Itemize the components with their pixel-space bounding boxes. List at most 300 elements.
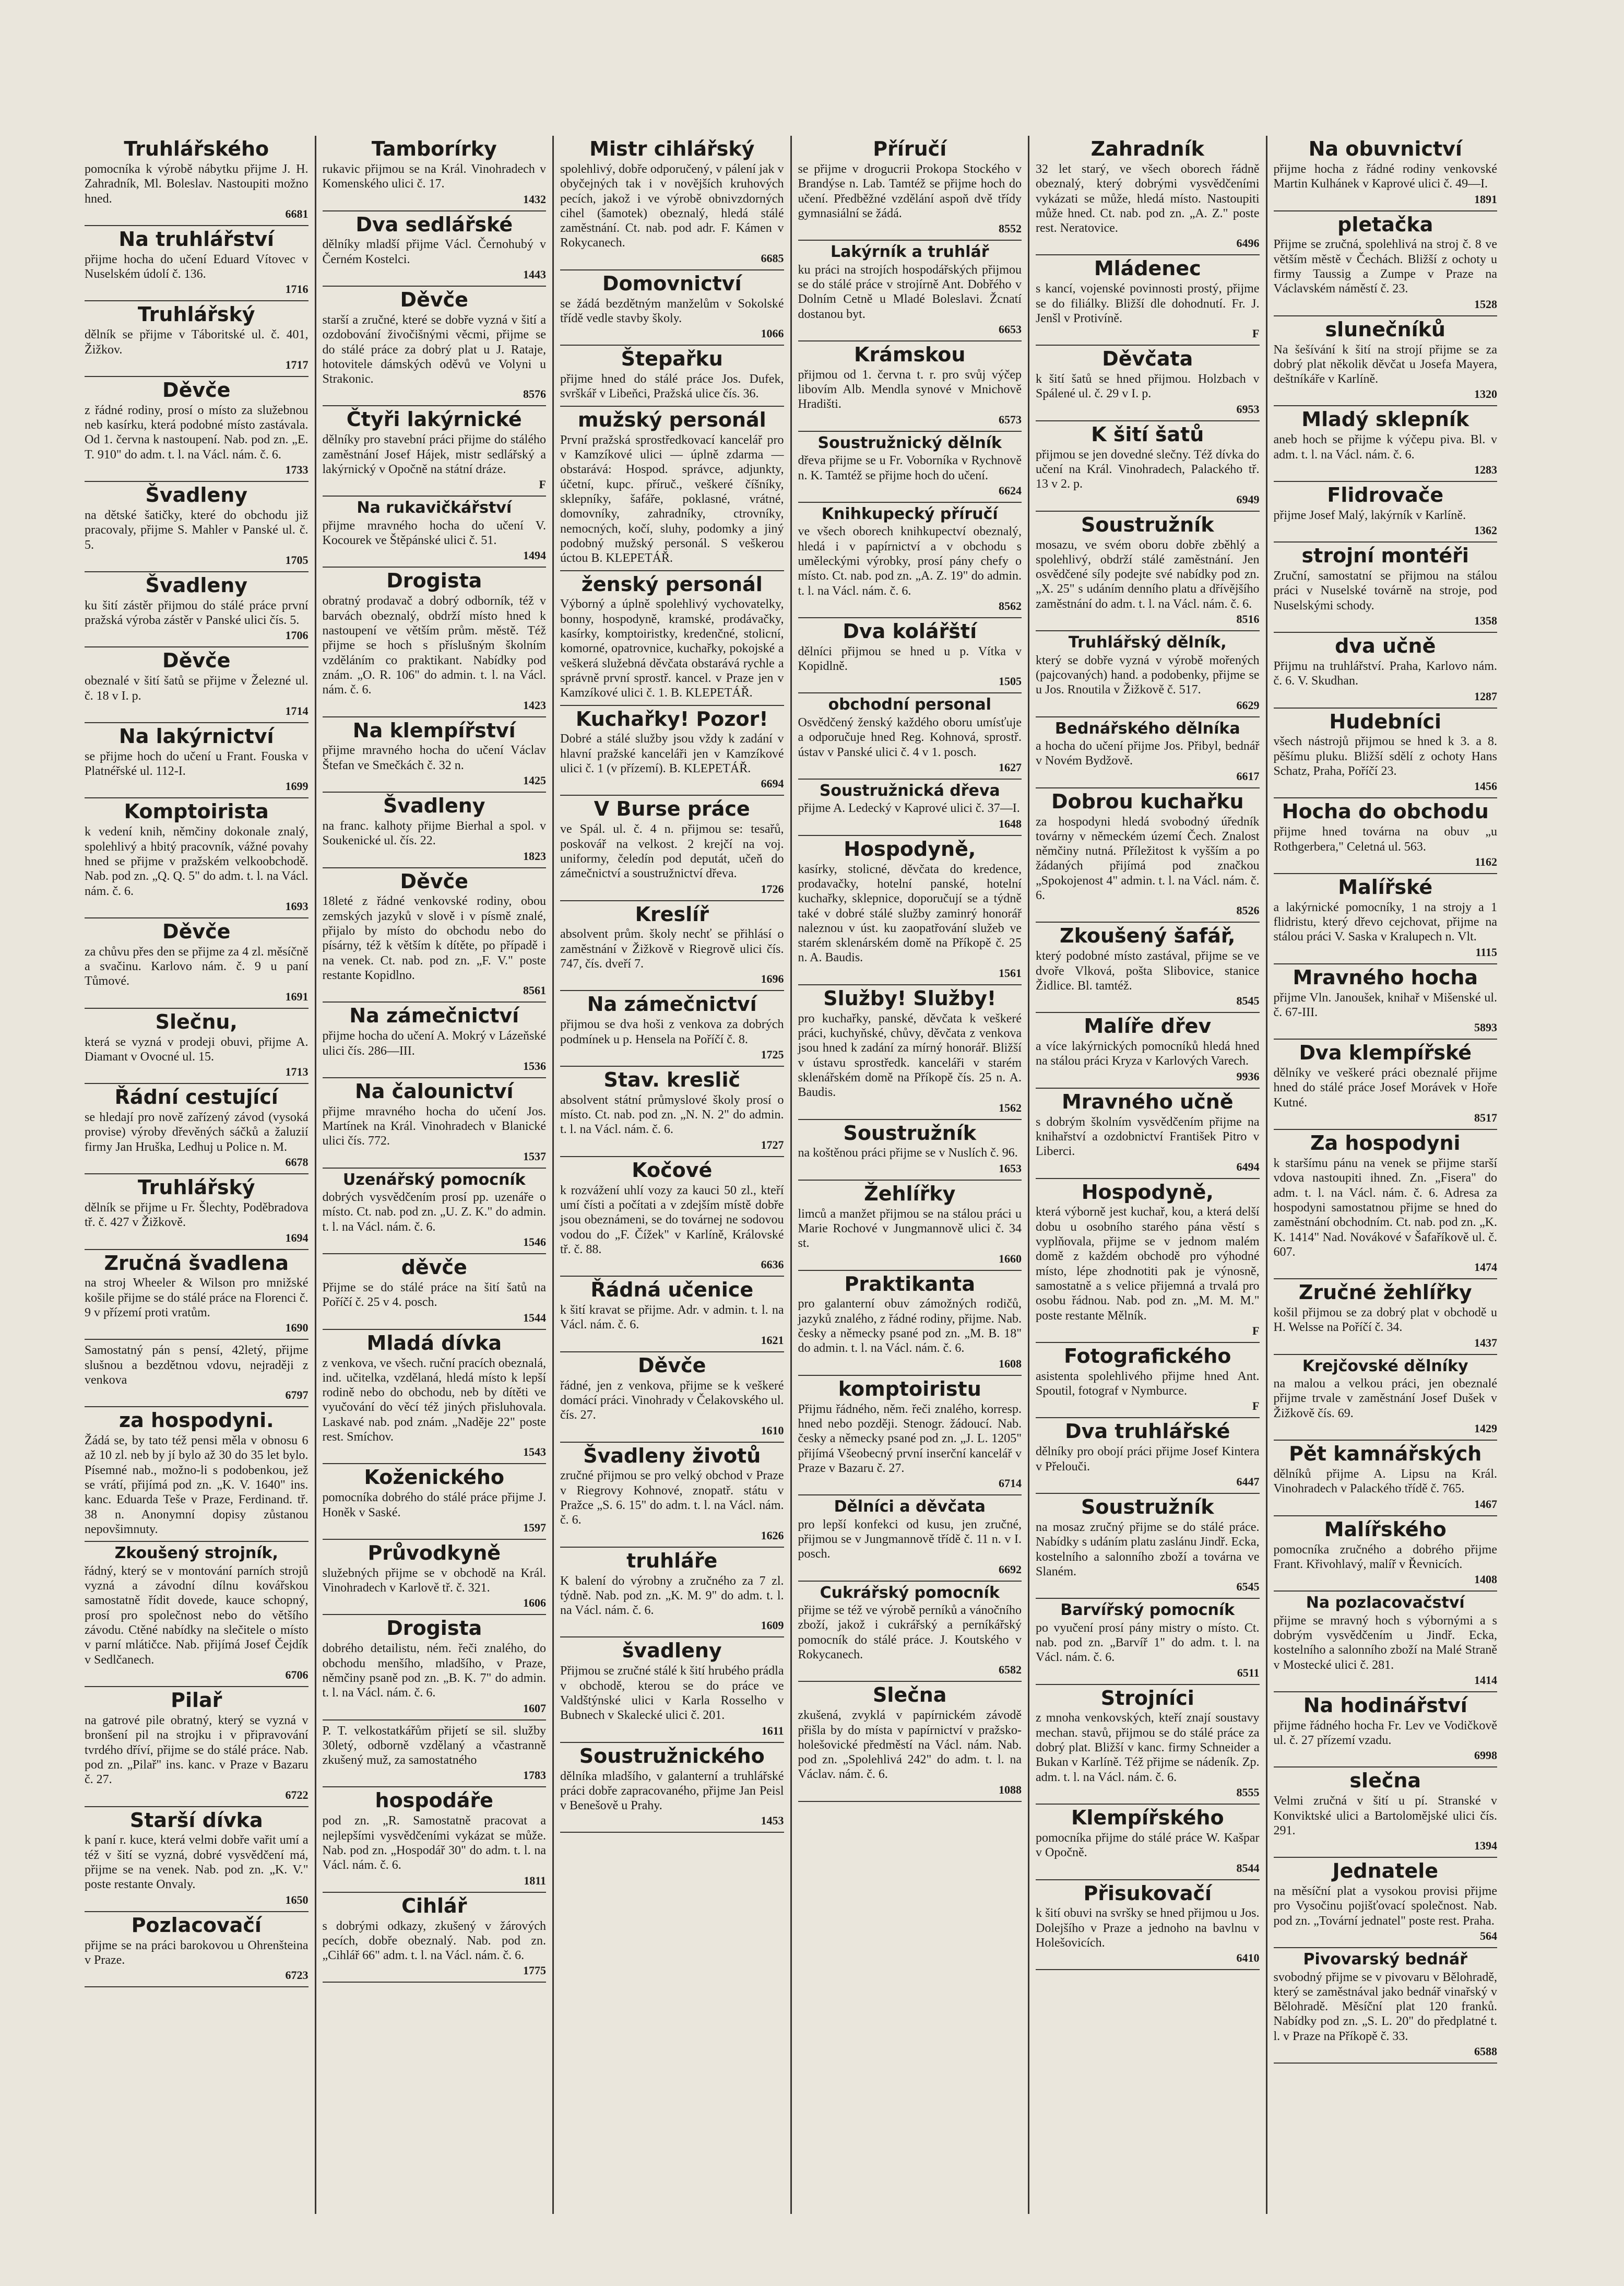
ad-title: za hospodyni.: [118, 1409, 274, 1432]
classified-ad: [85, 482, 309, 572]
classified-ad: [1274, 1279, 1498, 1355]
ad-reference-number: 1607: [523, 1701, 546, 1715]
classified-ad: [85, 1687, 309, 1807]
ad-reference-number: 1536: [523, 1059, 546, 1073]
ad-body: řádný, který se v montování parních strojů vyzná a závodní dílnu kovářskou samostatně řídit dovede, kauce schopný, prosí pro společnost nebo do většího závodu. Ctěné nabídky na slečitele o místo v parní mlátičce. Nab. přijímá Josef Čejdík v Sedlčanech.: [85, 1564, 309, 1667]
ad-title: Zručné žehlířky: [1298, 1281, 1472, 1304]
classified-ad: [323, 1540, 547, 1616]
ad-title: Barvířský pomocník: [1060, 1601, 1235, 1620]
classified-ad: [560, 1352, 784, 1443]
ad-body: přijme se na práci barokovou u Ohrenšteina v Praze.: [85, 1938, 309, 1967]
ad-reference-number: 6722: [285, 1788, 309, 1801]
ad-body: z venkova, ve všech. ruční pracích obeznalá, ind. učitelka, vzdělaná, hledá místo k lepší rodině nebo do obchodu, neb by dítěti ve vyučování do věcí též jiných přisluhovala. Laskavé nab. pod znám. „Naděje 22" poste rest. Smíchov.: [322, 1356, 546, 1444]
ad-body: 18leté z řádné venkovské rodiny, obou zemských jazyků v slově i v písmě znalé, přijalo by místo do obchodu nebo do písárny, též k větším k dítěte, po případě i na venek. Ct. nab. pod zn. „F. V." poste restante Kopidlno.: [322, 894, 546, 982]
ad-title: Švadleny: [383, 794, 485, 818]
classified-ad: [1036, 1494, 1260, 1599]
ad-reference-number: 1408: [1474, 1573, 1497, 1586]
classified-ad: [560, 1548, 784, 1638]
ad-reference-number: 1775: [523, 1964, 546, 1977]
classified-ad: [560, 796, 784, 901]
ad-title: děvče: [401, 1256, 467, 1279]
ad-body: se hledají pro nově zařízený závod (vysoká provise) výroby dřevěných sáčků a žaluzií firmy Jan Hruška, Ledhuj u Police n. M.: [85, 1111, 309, 1154]
classified-ad: [560, 1443, 784, 1548]
ad-body: se žádá bezdětným manželům v Sokolské třídě vedle stavby školy.: [560, 297, 784, 325]
classified-ad: [1274, 874, 1498, 964]
ad-body: přijmou se jen dovedné slečny. Též dívka do učení na Král. Vinohradech, Palackého tř. 13 v 2. p.: [1036, 447, 1260, 491]
ad-title: obchodní personal: [828, 696, 991, 714]
ad-reference-number: 8544: [1236, 1861, 1260, 1875]
ad-body: Přijme se do stálé práce na šití šatů na Poříčí č. 25 v 4. posch.: [322, 1280, 546, 1310]
ad-reference-number: 1362: [1474, 524, 1497, 537]
ad-body: po vyučení prosí pány mistry o místo. Ct. nab. pod zn. „Barvíř 1" do adm. t. l. na Václ. nám. č. 6.: [1036, 1621, 1260, 1665]
ad-title: Soustružnického: [579, 1744, 765, 1767]
classified-ad: [798, 693, 1022, 779]
ad-body: přijme se též ve výrobě perníků a vánočního zboží, jakož i cukrářský a perníkářský pomocník do stálé práce. J. Koutského v Rokycanech.: [798, 1604, 1022, 1662]
classified-ad: [560, 346, 784, 407]
ad-body: spolehlivý, dobře odporučený, v pálení jak v obyčejných tak i v novějších kruhových pecích, jakož i ve výrobě obnivzdorných cihel (šamotek) obeznalý, hledá stálé zaměstnání. Ct. nab. pod adr. F. Kámen v Rokycanech.: [560, 162, 784, 250]
ad-reference-number: 9936: [1236, 1069, 1260, 1083]
ad-title: Na pozlacovačství: [1306, 1594, 1465, 1612]
ad-title: Hospodyně,: [1081, 1180, 1214, 1204]
classified-ad: [85, 1542, 309, 1687]
classified-ad: [85, 1250, 309, 1340]
ad-body: dobrých vysvědčením prosí pp. uzenáře o místo. Ct. nab. pod zn. „U. Z. K." do admin. t. l. na Václ. nám. č. 6.: [322, 1191, 546, 1234]
ad-reference-number: F: [1252, 327, 1260, 340]
ad-body: Samostatný pán s pensí, 42letý, přijme slušnou a bezdětnou vdovu, nejraději z venkova: [85, 1344, 309, 1387]
ad-title: Na lakýrnictví: [118, 724, 274, 748]
ad-title: Koženického: [364, 1466, 505, 1489]
classified-ad: [323, 136, 547, 211]
classified-ad: [798, 836, 1022, 985]
ad-reference-number: 6624: [999, 484, 1022, 497]
ad-body: obratný prodavač a dobrý odborník, též v barvách obeznalý, obdrží místo hned k nastoupení ve větším prům. městě. Též přijme se hoch s příslušným školním vzděláním co praktikant. Nabídky pod znám. „O. R. 106" do admin. t. l. na Václ. nám. č. 6.: [322, 594, 546, 697]
ad-reference-number: 1474: [1474, 1260, 1497, 1274]
ad-title: Soustružnická dřeva: [819, 781, 1000, 800]
ad-reference-number: 1115: [1475, 945, 1497, 959]
ad-reference-number: 1162: [1475, 855, 1497, 868]
ad-title: Švadleny: [145, 484, 248, 506]
classified-ad: [323, 1003, 547, 1078]
ad-body: dělníky mladší přijme Václ. Černohubý v Černém Kostelci.: [322, 238, 546, 266]
ad-title: Na zámečnictví: [587, 993, 757, 1016]
ad-body: Dobré a stálé služby jsou vždy k zadání v hlavní pražské kanceláři jen v Kamzíkové ulici č. 1 (v přízemí). B. KLEPETÁŘ.: [560, 732, 784, 776]
classified-ad: [85, 1340, 309, 1407]
ad-reference-number: 8517: [1474, 1111, 1497, 1125]
ad-title: Kuchařky! Pozor!: [575, 707, 768, 730]
ad-title: Děvče: [162, 920, 231, 943]
ad-reference-number: 1543: [523, 1445, 546, 1459]
ad-reference-number: 6949: [1236, 492, 1260, 506]
classified-ad: [85, 226, 309, 302]
ad-title: Knihkupecký příručí: [821, 504, 998, 523]
ad-body: ku práci na strojích hospodářských přijmou se do stálé práce v strojírně Ant. Dobřého v Dolním Cetně u Mladé Boleslavi. Žcnatí dostanou byt.: [798, 263, 1022, 321]
ad-body: se přijme hoch do učení u Frant. Fouska v Platnéřské ul. 112-I.: [85, 749, 309, 779]
ad-title: Dva kolářští: [843, 619, 977, 643]
ad-reference-number: 1690: [285, 1321, 309, 1335]
ad-body: přijme řádného hocha Fr. Lev ve Vodičkově ul. č. 27 přízemí vzadu.: [1273, 1718, 1497, 1748]
ad-body: přijme Vln. Janoušek, knihař v Mišenské ul. č. 67-III.: [1273, 991, 1497, 1019]
ad-title: Štepařku: [621, 347, 723, 371]
ad-reference-number: 564: [1480, 1929, 1497, 1943]
ad-reference-number: 6953: [1236, 402, 1260, 416]
classified-ad: [560, 571, 784, 706]
classified-ad: [560, 136, 784, 270]
ad-title: Hocha do obchodu: [1282, 800, 1489, 823]
classified-ad: [1036, 923, 1260, 1013]
ad-title: Strojníci: [1100, 1686, 1194, 1710]
classified-ad: [560, 407, 784, 571]
ad-title: Cukrářský pomocník: [820, 1583, 1000, 1602]
ad-title: Mistr cihlářský: [589, 137, 755, 160]
ad-body: k paní r. kuce, která velmi dobře vařit umí a též v šití se vyzná, dobré vysvědčení má, přijme se na venek. Nab. pod zn. „K. V." poste restante Onvaly.: [85, 1833, 309, 1892]
classified-ad: [1036, 346, 1260, 421]
classified-ad: [1036, 421, 1260, 512]
ad-body: pomocníka zručného a dobrého přijme Frant. Křivohlavý, malíř v Řevnicích.: [1273, 1542, 1497, 1571]
ad-body: pod zn. „R. Samostatně pracovat a nejlepšími vysvědčeními vykázat se může. Nab. pod zn. „Hospodář 30" do adm. t. l. na Václ. nám. č. 6.: [322, 1814, 546, 1872]
classified-ad: [1036, 1418, 1260, 1494]
ad-body: přijmou se dva hoši z venkova za dobrých podmínek u p. Hensela na Poříčí č. 8.: [560, 1018, 784, 1046]
ad-body: za chůvu přes den se přijme za 4 zl. měsíčně a svačinu. Karlovo nám. č. 9 u paní Tůmové.: [85, 945, 309, 988]
ad-reference-number: 8552: [999, 222, 1022, 235]
ad-reference-number: 1693: [285, 899, 309, 913]
ad-title: Na hodinářství: [1303, 1693, 1467, 1717]
classified-ad: [1036, 717, 1260, 788]
ad-title: Přisukovačí: [1083, 1881, 1212, 1905]
ad-body: Přijmu na truhlářství. Praha, Karlovo nám. č. 6. V. Skudhan.: [1273, 659, 1497, 688]
ad-body: dřeva přijme se u Fr. Voborníka v Rychnově n. K. Tamtéž se přijme hoch do učení.: [798, 454, 1022, 482]
classified-ad: [1274, 406, 1498, 482]
classified-ad: [85, 798, 309, 918]
ad-column-4: [792, 136, 1030, 2214]
classified-ad: [560, 1743, 784, 1833]
ad-body: se přijme v drogucrii Prokopa Stockého v Brandýse n. Lab. Tamtéž se přijme hoch do učení. Předběžné vzdělání aspoň dvě třídy gymnasiální se žádá.: [798, 162, 1022, 220]
classified-ad: [1274, 211, 1498, 316]
ad-body: ve Spál. ul. č. 4 n. přijmou se: tesařů, poskovář na velkost. 2 krejčí na voj. uniformy, čeledín pod deputát, učeň do zámečnictví a soustružnictví dřeva.: [560, 822, 784, 881]
ad-body: k šití kravat se přijme. Adr. v admin. t. l. na Václ. nám. č. 6.: [560, 1303, 784, 1332]
ad-reference-number: 6636: [761, 1258, 784, 1271]
ad-title: Zručná švadlena: [104, 1251, 289, 1275]
ad-body: k šití šatů se hned přijmou. Holzbach v Spálené ul. č. 29 v I. p.: [1036, 372, 1260, 401]
classified-ad: [798, 1181, 1022, 1271]
classified-ad: [1274, 633, 1498, 709]
classified-ad: [323, 497, 547, 568]
ad-body: K balení do výrobny a zručného za 7 zl. týdně. Nab. pod zn. „K. M. 9" do adm. t. l. na Václ. nám. č. 6.: [560, 1574, 784, 1618]
ad-title: slunečníků: [1325, 317, 1445, 341]
classified-ad: [85, 301, 309, 377]
ad-body: s dobrými odkazy, zkušený v žárových pecích, dobře obeznalý. Nab. pod zn. „Cihlář 66" adm. t. l. na Václ. nám. č. 6.: [322, 1919, 546, 1963]
classified-ad: [1274, 1767, 1498, 1858]
ad-reference-number: 1561: [999, 966, 1022, 980]
ad-body: s kancí, vojenské povinnosti prostý, přijme se do filiálky. Bližší dle dohodnutí. Fr. J. Jenšl v Protivíně.: [1036, 282, 1260, 325]
classified-ad: [1274, 1692, 1498, 1768]
ad-title: Žehlířky: [864, 1182, 956, 1205]
classified-ad: [85, 1174, 309, 1250]
ad-title: Truhlářský: [137, 1176, 255, 1199]
ad-body: na malou a velkou práci, jen obeznalé přijme trvale v zaměstnání Josef Dušek v Žižkově čís. 69.: [1273, 1377, 1497, 1420]
ad-body: na dětské šatičky, které do obchodu již pracovaly, přijme S. Mahler v Panské ul. č. 5.: [85, 508, 309, 552]
ad-reference-number: 8555: [1236, 1786, 1260, 1799]
ad-body: přijme mravného hocha do učení Václav Štefan ve Smečkách č. 32 n.: [322, 744, 546, 772]
ad-title: Starší dívka: [129, 1808, 263, 1832]
ad-title: švadleny: [622, 1639, 722, 1663]
ad-body: dělník se přijme v Táboritské ul. č. 401, Žižkov.: [85, 328, 309, 357]
ad-body: z mnoha venkovských, kteří znají soustavy mechan. stavů, přijmou se do stálé práce za dobrý plat. Bližší v kanc. firmy Schneider a Bukan v Karlíně. Též přijme se nádeník. Zp. adm. t. l. na Václ. nám. č. 6.: [1036, 1711, 1260, 1784]
classified-ad: [1274, 482, 1498, 543]
classified-ad: [1274, 136, 1498, 211]
ad-body: přijme hocha z řádné rodiny venkovské Martin Kulhánek v Kaprové ulici č. 49—I.: [1273, 162, 1497, 191]
ad-title: hospodáře: [375, 1789, 493, 1812]
ad-reference-number: 1597: [523, 1521, 546, 1534]
ad-reference-number: 1494: [523, 549, 546, 562]
ad-reference-number: 1425: [523, 774, 546, 787]
classified-ad: [85, 377, 309, 482]
ad-title: komptoiristu: [838, 1377, 981, 1400]
ad-title: Tamborírky: [371, 137, 497, 160]
ad-body: pomocníka přijme do stálé práce W. Kašpar v Opočně.: [1036, 1831, 1260, 1860]
ad-title: dva učně: [1335, 634, 1436, 658]
ad-reference-number: F: [1252, 1399, 1260, 1413]
ad-title: Kreslíř: [635, 902, 709, 926]
classified-ad: [560, 270, 784, 346]
ad-reference-number: 1437: [1474, 1336, 1497, 1349]
ad-title: Zkoušený strojník,: [114, 1544, 278, 1563]
ad-title: Mladá dívka: [366, 1331, 502, 1354]
ad-body: Velmi zručná v šití u pí. Stranské v Konviktské ulici a Bartolomějské ulici čís. 291.: [1273, 1794, 1497, 1837]
ad-body: všech nástrojů přijmou se hned k 3. a 8. pěšímu pluku. Bližší sdělí z ochoty Hans Schatz, Praha, Poříčí 23.: [1273, 735, 1497, 779]
classified-ad: [798, 1376, 1022, 1495]
ad-title: Pozlacovačí: [131, 1913, 262, 1937]
ad-reference-number: 1706: [285, 629, 309, 642]
ad-reference-number: 1811: [524, 1873, 546, 1887]
ad-body: přijme hned do stálé práce Jos. Dufek, svrškář v Libeňci, Pražská ulice čís. 36.: [560, 372, 784, 401]
ad-reference-number: 6573: [999, 413, 1022, 426]
ad-body: ku šití zástěr přijmou do stálé práce první pražská výroba zástěr v Panské ulici čís. 5.: [85, 598, 309, 628]
ad-body: dělníky ve veškeré práci obeznalé přijme hned do stálé práce Josef Morávek v Hoře Kutné.: [1273, 1066, 1497, 1110]
classified-ad: [323, 1330, 547, 1465]
ad-reference-number: 8561: [523, 984, 546, 997]
ad-body: dělníky pro stavební práci přijme do stálého zaměstnání Josef Hájek, mistr sedlářský a lakýrnický v Opočně na státní dráze.: [322, 433, 546, 476]
ad-title: Soustružník: [1081, 513, 1214, 536]
ad-title: Čtyři lakýrnické: [346, 408, 522, 431]
ad-reference-number: 6692: [999, 1562, 1022, 1576]
ad-title: Řádní cestující: [114, 1086, 278, 1109]
ad-body: Zruční, samostatní se přijmou na stálou práci v Nuselské továrně na stroje, pod Nuselskými schody.: [1273, 569, 1497, 612]
ad-title: Bednářského dělníka: [1054, 719, 1240, 738]
ad-reference-number: 6496: [1236, 237, 1260, 250]
ad-body: pomocníka k výrobě nábytku přijme J. H. Zahradník, Ml. Boleslav. Nastoupiti možno hned.: [85, 162, 309, 206]
ad-body: a hocha do učení přijme Jos. Přibyl, bednář v Novém Bydžově.: [1036, 739, 1260, 768]
classified-ad: [1036, 1685, 1260, 1805]
classified-ad: [798, 780, 1022, 836]
classified-ad: [323, 717, 547, 793]
ad-body: dělník se přijme u Fr. Šlechty, Poděbradova tř. č. 427 v Žižkově.: [85, 1200, 309, 1230]
ad-column-6: [1267, 136, 1504, 2214]
classified-ad: [323, 1615, 547, 1720]
ad-reference-number: 1456: [1474, 780, 1497, 793]
classified-ad: [323, 1893, 547, 1983]
classified-ad: [1036, 136, 1260, 255]
classified-ad: [1036, 1179, 1260, 1343]
ad-title: Pilař: [171, 1689, 222, 1712]
ad-body: která se vyzná v prodeji obuvi, přijme A. Diamant v Ovocné ul. 15.: [85, 1035, 309, 1064]
ad-title: Na čalounictví: [354, 1079, 514, 1103]
ad-reference-number: 1537: [523, 1149, 546, 1163]
ad-reference-number: 1648: [999, 817, 1022, 830]
ad-title: Průvodkyně: [368, 1541, 501, 1564]
ad-reference-number: 6653: [999, 322, 1022, 336]
ad-body: 32 let starý, ve všech oborech řádně obeznalý, který dobrými vysvědčeními vykázati se může, hledá místo. Nastoupiti může hned. Ct. nab. pod zn. „A. Z." poste rest. Neratovice.: [1036, 162, 1260, 235]
classified-ad: [323, 1787, 547, 1892]
ad-reference-number: 6629: [1236, 698, 1260, 712]
ad-title: Děvče: [162, 649, 231, 673]
ad-body: k staršímu pánu na venek se přijme starší vdova nastoupiti ihned. Zn. „Fisera" do adm. t. l. na Václ. nám. č. 6. Adresa za hospodyni samostatnou přijme se hned do zaměstnání obchodním. Ct. nab. pod zn. „K. K. 1414" Nad. Novákové v Šafaříkově ul. č. 607.: [1273, 1156, 1497, 1259]
ad-reference-number: 1783: [523, 1769, 546, 1782]
ad-reference-number: 1453: [761, 1814, 784, 1828]
ad-body: přijme hocha do učení Eduard Vítovec v Nuselském údolí č. 136.: [85, 252, 309, 281]
ad-body: zručné přijmou se pro velký obchod v Praze v Riegrovy Kohnové, znopatř. státu v Pražce „S. 6. 15" do adm. t. l. na Václ. nám. č. 6.: [560, 1469, 784, 1527]
ad-reference-number: 1546: [523, 1235, 546, 1249]
classified-ad: [1274, 1592, 1498, 1692]
ad-reference-number: 6511: [1237, 1666, 1260, 1679]
classified-ad: [560, 1157, 784, 1277]
ad-body: První pražská sprostředkovací kancelář pro v Kamzíkové ulici — úplně zdarma — obstarává: Hospod. správce, adjunkty, účetní, kupc. příruč., veškeré číšníky, sklepníky, šafáře, poklasné, vrátné, domovníky, zahradníky, ctrovníky, nemocných, kočí, sluhy, podomky a jiný podobný mužský personál. S veškerou úctou B. KLEPETÁŘ.: [560, 433, 784, 565]
ad-title: Malířského: [1324, 1517, 1447, 1541]
ad-reference-number: 1653: [999, 1161, 1022, 1175]
ad-column-2: [316, 136, 554, 2214]
ad-body: a lakýrnické pomocníky, 1 na strojy a 1 flidristu, který dřevo cejchovat, přijme na stálou práci V. Saska v Kralupech n. Vlt.: [1273, 900, 1497, 944]
ad-title: Jednatele: [1332, 1859, 1439, 1883]
ad-reference-number: 1423: [523, 698, 546, 712]
ad-title: slečna: [1349, 1769, 1421, 1793]
classified-ad: [1036, 512, 1260, 631]
ad-body: dělníků přijme A. Lipsu na Král. Vinohradech v Palackého třídě č. 765.: [1273, 1467, 1497, 1496]
ad-title: Mládenec: [1094, 257, 1201, 280]
ad-reference-number: 5893: [1474, 1021, 1497, 1034]
ad-body: limců a manžet přijmou se na stálou práci u Marie Rochové v Jungmannově ulici č. 34 st.: [798, 1207, 1022, 1251]
ad-title: Uzenářský pomocník: [342, 1170, 526, 1189]
ad-reference-number: 6998: [1474, 1749, 1497, 1762]
classified-ad: [798, 1495, 1022, 1581]
classified-ad: [798, 241, 1022, 341]
ad-body: k vedení knih, němčiny dokonale znalý, spolehlivý a hbitý pracovník, vážné povahy hned se přijme v pražském velkoobchodě. Nab. pod zn. „Q. Q. 5" do adm. t. l. na Václ. nám. č. 6.: [85, 825, 309, 898]
classified-ad: [85, 723, 309, 799]
ad-reference-number: 6582: [999, 1663, 1022, 1677]
classified-ad: [1036, 1880, 1260, 1971]
classified-ad: [798, 1120, 1022, 1181]
ad-reference-number: 6617: [1236, 769, 1260, 783]
ad-reference-number: 1726: [761, 882, 784, 895]
ad-body: přijme hocha do učení A. Mokrý v Lázeňské ulici čís. 286—III.: [322, 1029, 546, 1058]
ad-reference-number: 1699: [285, 780, 309, 793]
ad-title: Truhlářský dělník,: [1068, 633, 1227, 652]
classified-ad: [1274, 709, 1498, 799]
ad-body: přijme A. Ledecký v Kaprové ulici č. 37—I.: [798, 802, 1020, 816]
classified-ad: [798, 503, 1022, 618]
ad-title: Mravného hocha: [1293, 965, 1478, 989]
classified-ad: [798, 341, 1022, 432]
ad-body: k šití obuvi na svršky se hned přijmou u Jos. Dolejšího v Praze a jednoho na bavlnu v Holešovicích.: [1036, 1906, 1260, 1950]
ad-reference-number: 1505: [999, 675, 1022, 688]
ad-title: Malířské: [1338, 875, 1433, 899]
classified-ad: [1036, 631, 1260, 717]
ad-title: Na klempířství: [352, 718, 516, 742]
ad-column-3: [554, 136, 792, 2214]
ad-reference-number: 1429: [1474, 1422, 1497, 1435]
ad-title: Zahradník: [1090, 137, 1204, 160]
classified-ad: [1036, 1089, 1260, 1179]
classified-ad: [1274, 1441, 1498, 1516]
ad-title: Domovnictví: [602, 272, 742, 295]
ad-body: na měsíční plat a vysokou provisi přijme pro Vysočinu pojišťovací společnost. Nab. pod zn. „Tovární jednatel" poste rest. Praha.: [1273, 1884, 1497, 1928]
ad-body: z řádné rodiny, prosí o místo za služebnou neb kasírku, která podobné místo zastávala. Od 1. června k nastoupení. Nab. pod zn. „E. T. 910" do adm. t. l. na Václ. nám. č. 6.: [85, 403, 309, 462]
ad-title: Soustružník: [843, 1121, 977, 1145]
ad-reference-number: 1088: [999, 1783, 1022, 1796]
ad-reference-number: 1608: [999, 1357, 1022, 1370]
ad-title: Praktikanta: [844, 1272, 975, 1295]
ad-reference-number: 1626: [761, 1528, 784, 1542]
classified-ad: [1274, 1355, 1498, 1441]
ad-reference-number: 1443: [523, 268, 546, 281]
classified-ad: [323, 211, 547, 287]
ad-reference-number: 8545: [1236, 994, 1260, 1008]
ad-reference-number: 8516: [1236, 612, 1260, 626]
ad-reference-number: 6447: [1236, 1475, 1260, 1488]
ad-title: Pivovarský bednář: [1303, 1950, 1468, 1969]
ad-reference-number: 1823: [523, 849, 546, 863]
ad-reference-number: 1467: [1474, 1497, 1497, 1511]
ad-title: Lakýrník a truhlář: [830, 243, 989, 262]
ad-body: Přijme se zručná, spolehlivá na stroj č. 8 ve větším městě v Čechách. Bližší z ochoty u firmy Taussig a Zumpe v Praze na Václavském náměstí č. 23.: [1273, 238, 1497, 296]
ad-body: a více lakýrnických pomocníků hledá hned na stálou práci Kryza v Karlových Varech.: [1036, 1040, 1260, 1068]
classified-ad: [1036, 255, 1260, 346]
classified-ad: [85, 918, 309, 1009]
ad-reference-number: 1727: [761, 1138, 784, 1151]
classified-ad: [323, 287, 547, 406]
ad-body: Na šešívání k šití na strojí přijme se za dobrý plat několik děvčat u Josefa Mayera, deštníkáře v Karlíně.: [1273, 343, 1497, 386]
ad-reference-number: 6797: [285, 1388, 309, 1402]
classified-ad: [85, 647, 309, 723]
ad-title: Za hospodyni: [1310, 1132, 1461, 1155]
classified-ad: [560, 1067, 784, 1157]
ad-title: Dva sedlářské: [355, 213, 513, 236]
ad-title: ženský personál: [581, 572, 763, 596]
ad-reference-number: 1394: [1474, 1839, 1497, 1853]
ad-body: dělníka mladšího, v galanterní a truhlářské práci dobře zapracovaného, přijme Jan Peisl v Benešově u Prahy.: [560, 1769, 784, 1813]
ad-title: Truhlářského: [124, 137, 269, 160]
ad-title: Slečnu,: [155, 1010, 238, 1033]
ad-body: Přijmu řádného, něm. řeči znalého, korresp. hned nebo později. Stenogr. žádoucí. Nab. česky a německy psané pod zn. „J. L. 1205" přijímá Všeobecný první inserční kancelář v Praze v Bazaru č. 27.: [798, 1402, 1022, 1475]
ad-body: aneb hoch se přijme k výčepu piva. Bl. v adm. t. l. na Václ. nám. č. 6.: [1273, 433, 1497, 462]
ad-body: přijme mravného hocha do učení Jos. Martínek na Král. Vinohradech v Blanické ulici čís. 772.: [322, 1104, 546, 1148]
ad-body: svobodný přijme se v pivovaru v Bělohradě, který se zaměstnával jako bednář vinařský v Bělohradě. Měsíční plat 120 franků. Nabídky pod zn. „S. L. 20" do předplatné t. l. v Praze na Příkopě č. 33.: [1273, 1970, 1497, 2043]
classified-ad: [85, 1407, 309, 1542]
ad-reference-number: 6714: [999, 1477, 1022, 1490]
ad-reference-number: 1713: [285, 1065, 309, 1079]
classified-ad: [560, 706, 784, 796]
ad-body: P. T. velkostatkářům přijetí se sil. služby 30letý, odborně vzdělaný a včastranně zkušený muž, za samostatného: [322, 1724, 546, 1767]
ad-reference-number: 1705: [285, 553, 309, 567]
ad-body: Osvědčený ženský každého oboru umísťuje a odporučuje hned Reg. Kohnová, sprostř. ústav v Panské ulici č. 4 v 1. posch.: [798, 715, 1022, 759]
ad-title: Švadleny životů: [583, 1444, 761, 1467]
classified-ad: [85, 1009, 309, 1085]
ad-reference-number: 1320: [1474, 387, 1497, 401]
classified-ad: [1274, 316, 1498, 407]
ad-title: Slečna: [873, 1683, 947, 1707]
classified-ad: [1274, 1040, 1498, 1130]
ad-reference-number: 1283: [1474, 463, 1497, 476]
classified-ad: [798, 136, 1022, 241]
ad-reference-number: 1606: [523, 1596, 546, 1610]
